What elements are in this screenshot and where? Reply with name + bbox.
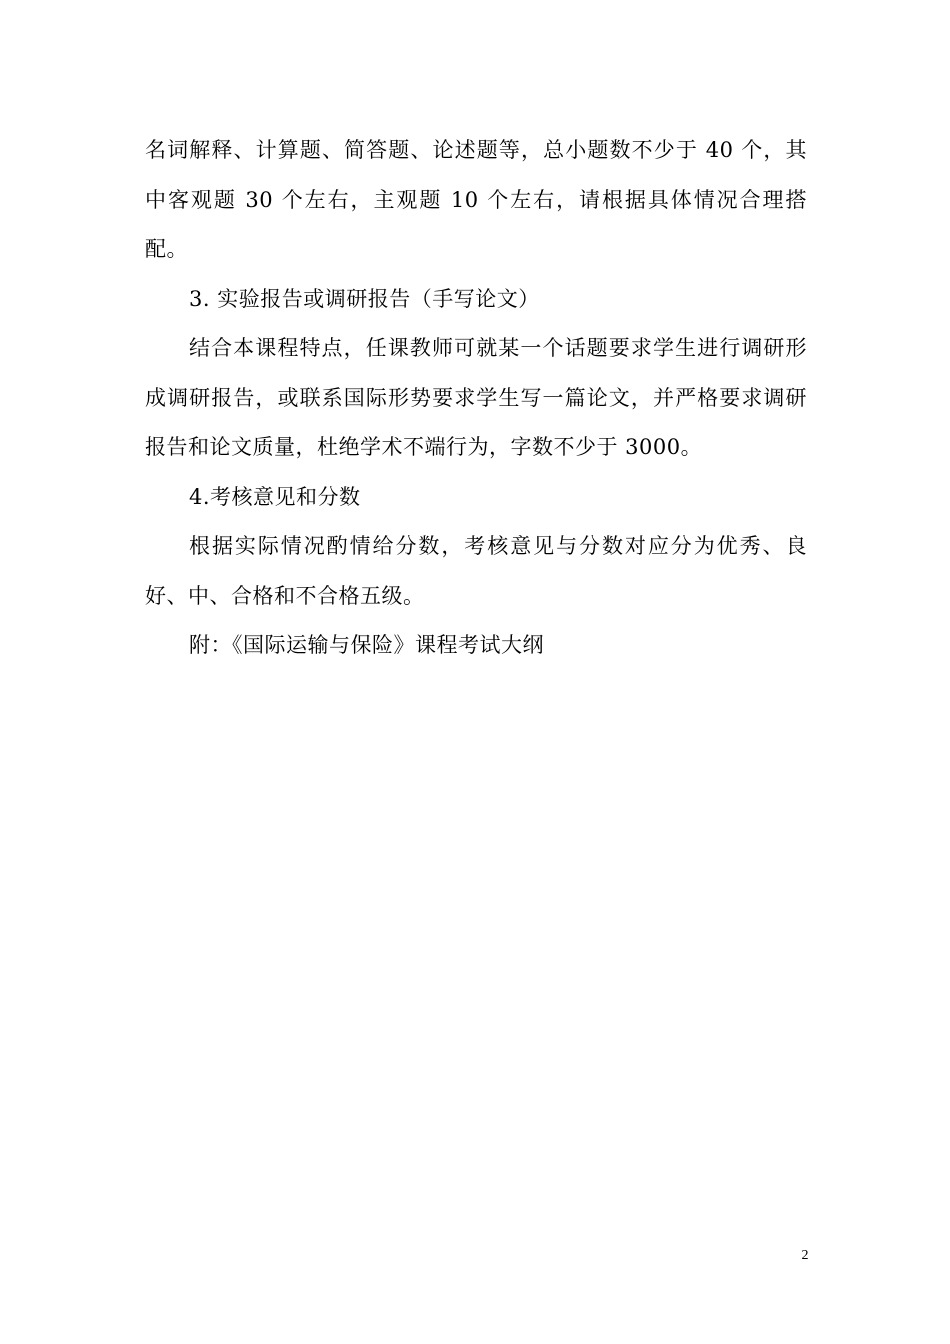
paragraph-grading-levels: 根据实际情况酌情给分数，考核意见与分数对应分为优秀、良好、中、合格和不合格五级。 [145, 534, 807, 608]
paragraph-appendix: 附：《国际运输与保险》课程考试大纲 [189, 633, 544, 657]
page-number: 2 [801, 1248, 809, 1263]
paragraph-question-types: 名词解释、计算题、简答题、论述题等，总小题数不少于 40 个，其中客观题 30 个左右，主观题 10 个左右，请根据具体情况合理搭配。 [145, 138, 807, 261]
heading-assessment-scores: 4.考核意见和分数 [189, 484, 361, 509]
paragraph-report-requirements: 结合本课程特点，任课教师可就某一个话题要求学生进行调研形成调研报告，或联系国际形势要求学生写一篇论文，并严格要求调研报告和论文质量，杜绝学术不端行为，字数不少于 3000。 [145, 336, 807, 459]
document-body [145, 126, 807, 671]
heading-experiment-report: 3. 实验报告或调研报告（手写论文） [189, 286, 540, 311]
